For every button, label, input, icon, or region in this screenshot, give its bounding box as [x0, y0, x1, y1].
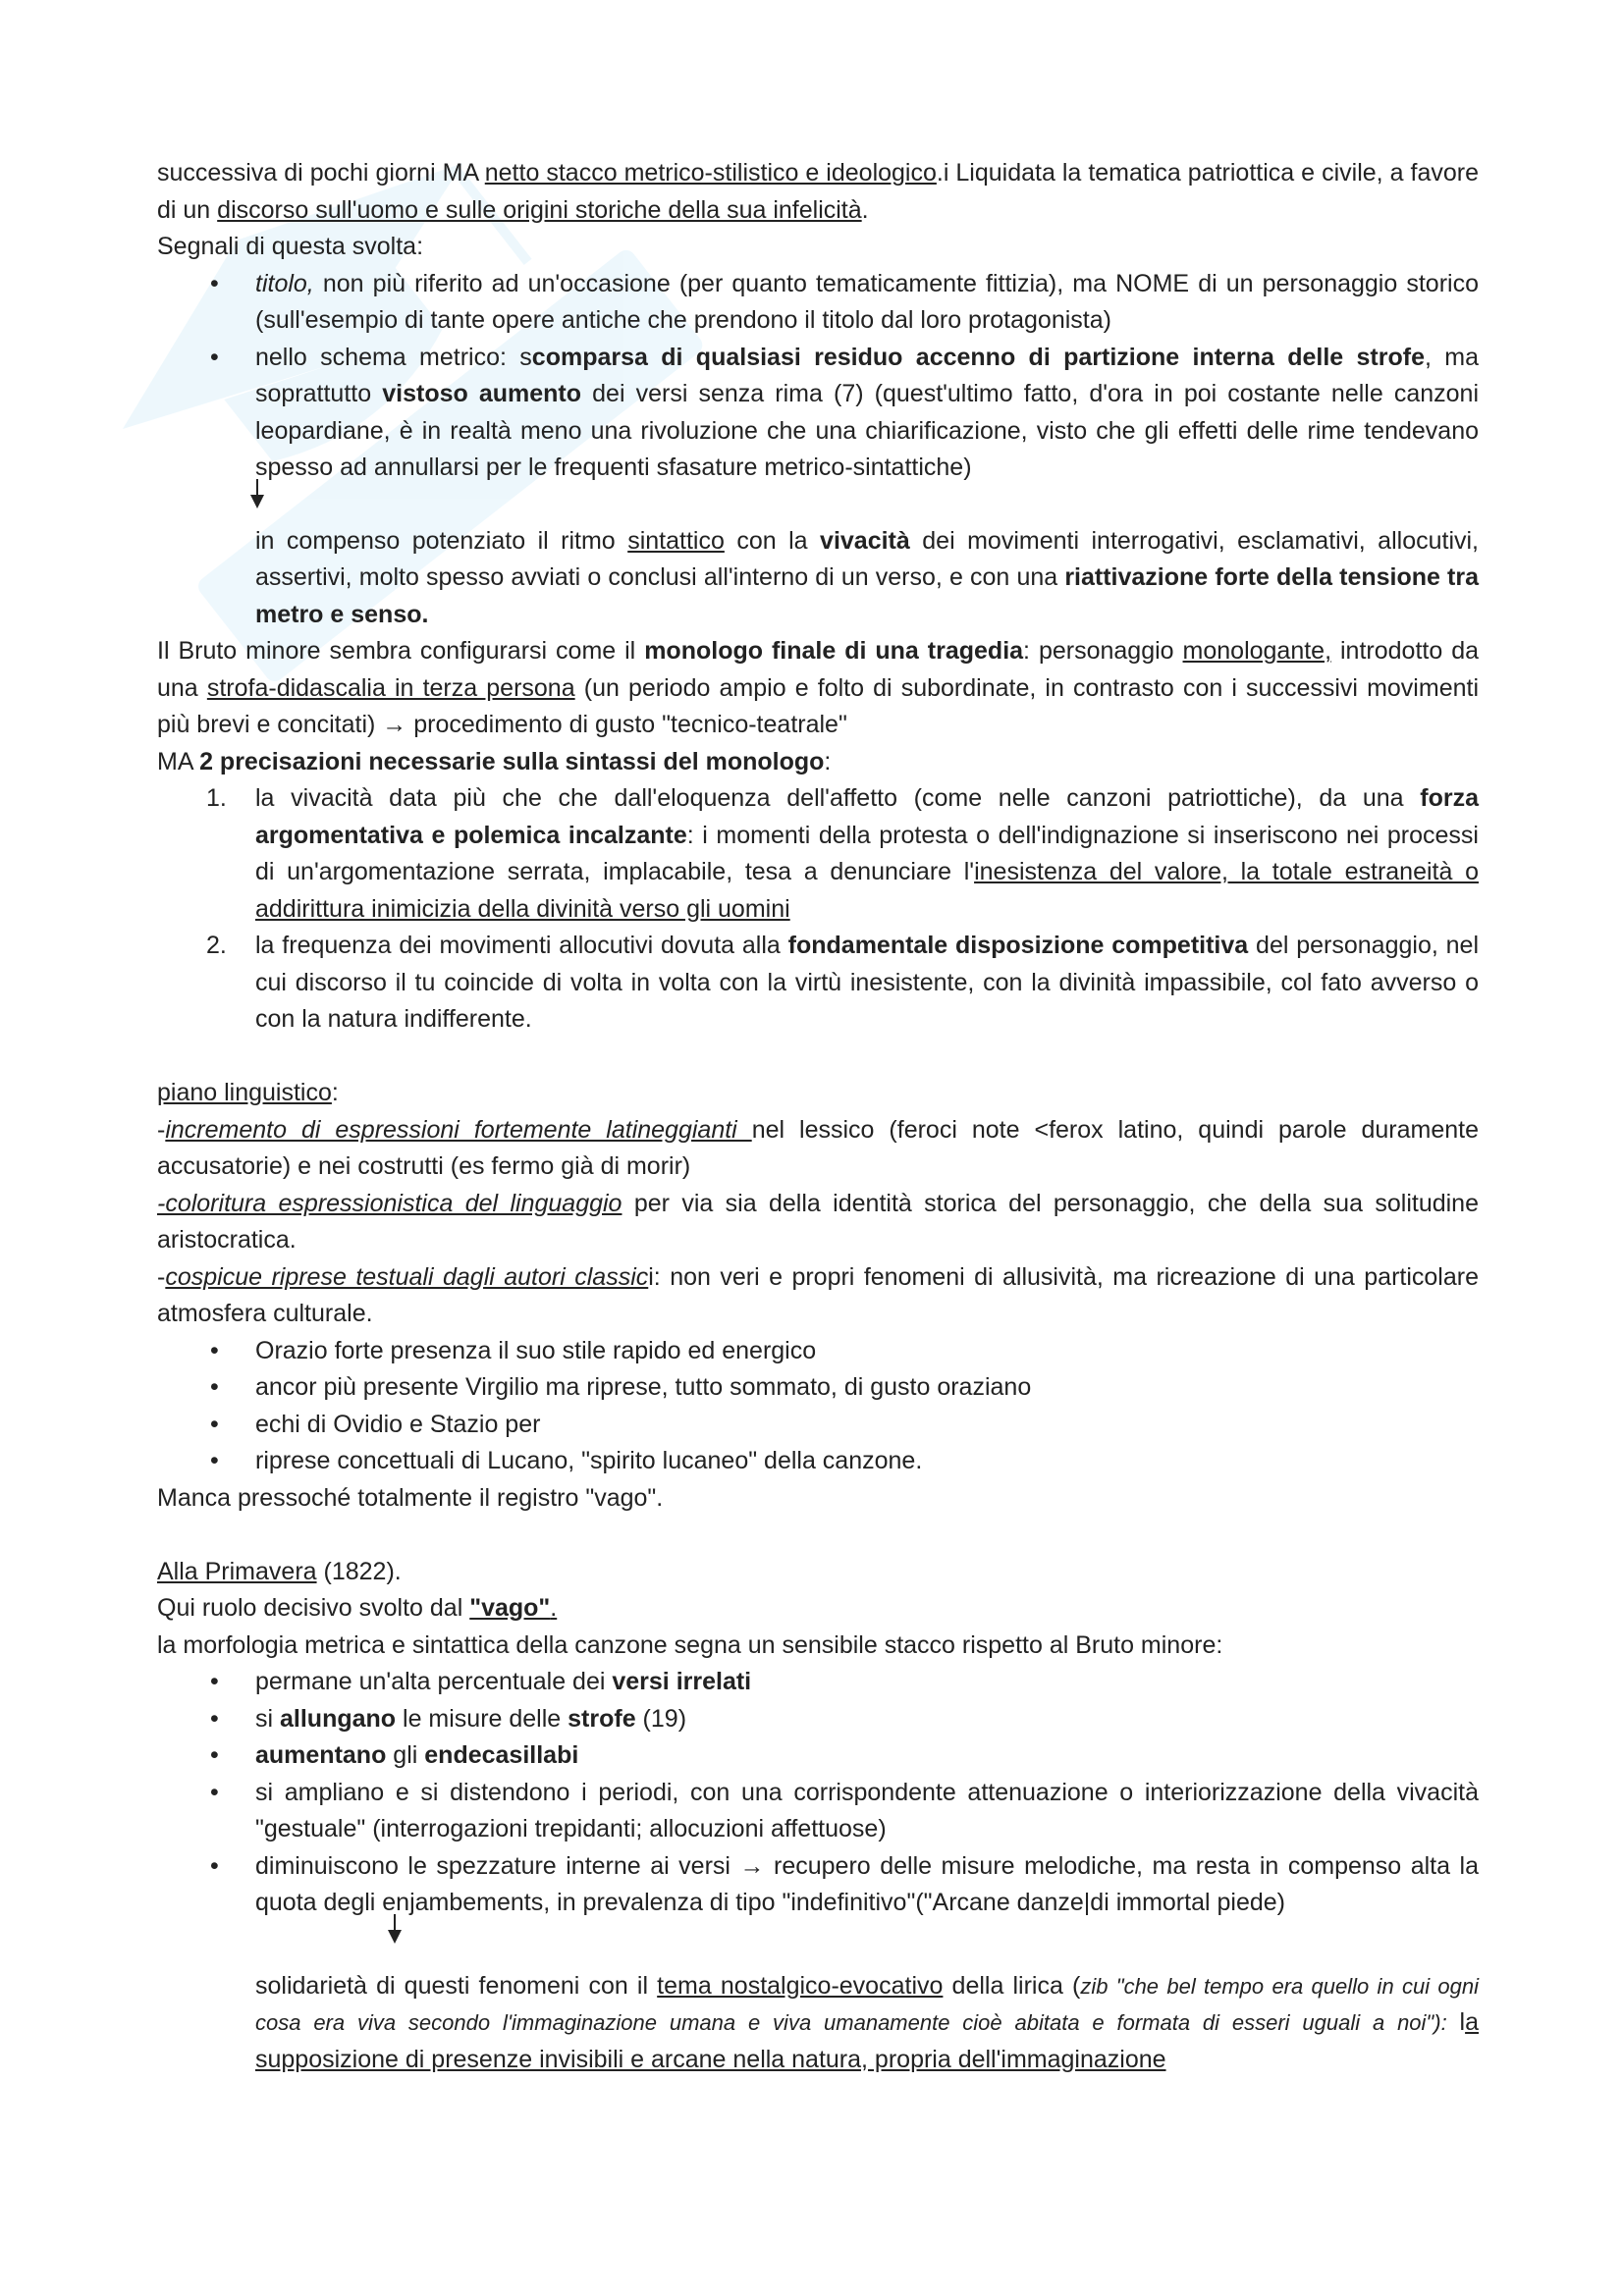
intro-paragraph: successiva di pochi giorni MA netto stacco metrico-stilistico e ideologico.i Liquidata la tematica patriottica e civile, a favore di un discorso sull'uomo e sulle origini storiche della sua infelicità.: [157, 159, 1479, 224]
consequence-paragraph: in compenso potenziato il ritmo sintattico con la vivacità dei movimenti interrogativi, esclamativi, allocutivi, assertivi, molto spesso avviati o conclusi all'interno di un verso, e con una riattivazione forte della tensione tra metro e senso.: [255, 526, 1480, 628]
list-item: 1. la vivacità data più che che dall'eloquenza dell'affetto (come nelle canzoni patriottiche), da una forza argomentativa e polemica incalzante: i momenti della protesta o dell'indignazione si inseriscono nei processi di un'argomentazione serrata, implacabile, tesa a denunciare l'inesistenza del valore, la totale estraneità o addirittura inimicizia della divinità verso gli uomini: [206, 784, 1479, 923]
signals-heading: Segnali di questa svolta:: [157, 233, 424, 260]
primavera-list: [157, 1664, 1479, 1922]
linguistico-line-1: -incremento di espressioni fortemente latineggianti nel lessico (feroci note <ferox latino, quindi parole duramente accusatorie) e nei costrutti (es fermo già di morir): [157, 1115, 1479, 1180]
list-item: • permane un'alta percentuale dei versi irrelati: [255, 1664, 1479, 1701]
linguistico-line-2: -coloritura espressionistica del linguaggio per via sia della identità storica del personaggio, che della sua solitudine aristocratica.: [157, 1189, 1479, 1254]
primavera-title: Alla Primavera (1822).: [157, 1557, 402, 1585]
primavera-line-2: Qui ruolo decisivo svolto dal "vago".: [157, 1594, 558, 1622]
down-arrow-icon: [157, 487, 1479, 523]
list-item: • nello schema metrico: scomparsa di qualsiasi residuo accenno di partizione interna delle strofe, ma soprattutto vistoso aumento dei versi senza rima (7) (quest'ultimo fatto, d'ora in poi costante nelle canzoni leopardiane, è in realtà meno una rivoluzione che una chiarificazione, visto che gli effetti delle rime tendevano spesso ad annullarsi per le frequenti sfasature metrico-sintattiche): [255, 340, 1479, 487]
linguistico-heading: piano linguistico:: [157, 1079, 339, 1106]
authors-list: [157, 1333, 1479, 1480]
precisazioni-list: [157, 780, 1479, 1039]
linguistico-closing: Manca pressoché totalmente il registro "vago".: [157, 1483, 664, 1512]
down-arrow-icon: [157, 1922, 1479, 1958]
signals-list: [157, 266, 1479, 487]
document-page: [157, 155, 1479, 2078]
list-item: 2. la frequenza dei movimenti allocutivi dovuta alla fondamentale disposizione competitiva del personaggio, nel cui discorso il tu coincide di volta in volta con la virtù inesistente, con la divinità impassibile, col fato avverso o con la natura indifferente.: [206, 932, 1479, 1033]
primavera-final-paragraph: solidarietà di questi fenomeni con il tema nostalgico-evocativo della lirica (zib "che bel tempo era quello in cui ogni cosa era viva secondo l'immaginazione umana e viva umanamente cioè abitata e formata di esseri uguali a noi"): la supposizione di presenze invisibili e arcane nella natura, propria dell'immaginazione: [255, 1971, 1479, 2073]
primavera-line-3: la morfologia metrica e sintattica della canzone segna un sensibile stacco rispetto al Bruto minore:: [157, 1630, 1223, 1659]
list-item: • aumentano gli endecasillabi: [255, 1737, 1479, 1775]
list-item: • ancor più presente Virgilio ma riprese, tutto sommato, di gusto oraziano: [255, 1369, 1479, 1407]
list-item: • titolo, non più riferito ad un'occasione (per quanto tematicamente fittizia), ma NOME di un personaggio storico (sull'esempio di tante opere antiche che prendono il titolo dal loro protagonista): [255, 266, 1479, 340]
spacer: [157, 1039, 1479, 1076]
list-item: • echi di Ovidio e Stazio per: [255, 1407, 1479, 1444]
list-item: • si ampliano e si distendono i periodi, con una corrispondente attenuazione o interiorizzazione della vivacità "gestuale" (interrogazioni trepidanti; allocuzioni affettuose): [255, 1775, 1479, 1848]
spacer: [157, 1958, 1479, 1968]
linguistico-line-3: -cospicue riprese testuali dagli autori classici: non veri e propri fenomeni di allusività, ma ricreazione di una particolare atmosfera culturale.: [157, 1262, 1479, 1327]
list-item: • si allungano le misure delle strofe (19): [255, 1701, 1479, 1738]
list-item: • riprese concettuali di Lucano, "spirito lucaneo" della canzone.: [255, 1443, 1479, 1480]
list-item: • diminuiscono le spezzature interne ai versi → recupero delle misure melodiche, ma resta in compenso alta la quota degli enjambements, in prevalenza di tipo "indefinitivo"("Arcane danze|di immortal piede): [255, 1848, 1479, 1922]
spacer: [157, 1517, 1479, 1554]
precisazioni-heading: MA 2 precisazioni necessarie sulla sintassi del monologo:: [157, 747, 832, 775]
list-item: • Orazio forte presenza il suo stile rapido ed energico: [255, 1333, 1479, 1370]
bruto-paragraph: Il Bruto minore sembra configurarsi come il monologo finale di una tragedia: personaggio monologante, introdotto da una strofa-didascalia in terza persona (un periodo ampio e folto di subordinate, in contrasto con i successivi movimenti più brevi e concitati) → procedimento di gusto "tecnico-teatrale": [157, 637, 1480, 738]
